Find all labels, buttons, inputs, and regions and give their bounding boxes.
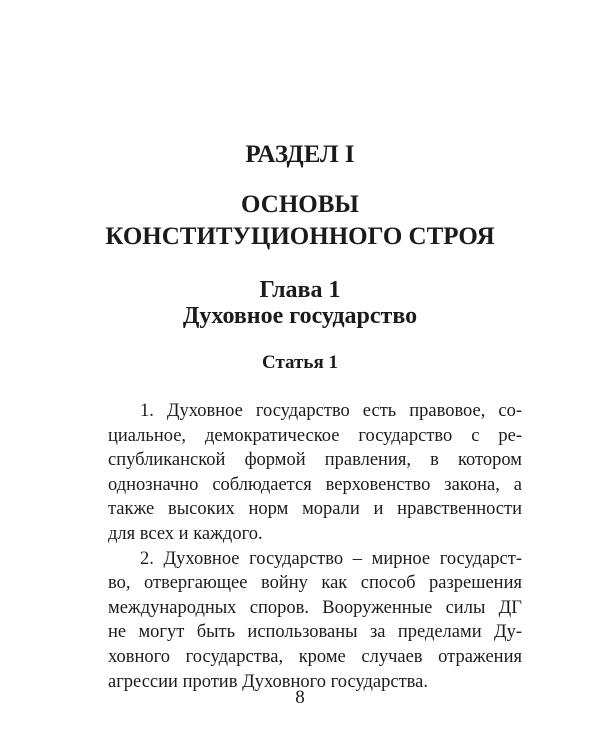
paragraph-1-line-1: 1. Духовное государство есть правовое, со- xyxy=(140,401,522,421)
paragraph-1-line-4: однозначно соблюдается верховенство закона, а xyxy=(108,474,522,495)
paragraph-2-line-1: 2. Духовное государство – мирное государст- xyxy=(140,548,522,569)
section-name xyxy=(0,189,600,253)
page-number: 8 xyxy=(295,687,305,708)
paragraph-1-line-6: для всех и каждого. xyxy=(108,523,263,544)
paragraph-1-line-5: также высоких норм морали и нравственности xyxy=(108,499,522,520)
article-body xyxy=(108,399,522,694)
paragraph-2-line-2: во, отвергающее войну как способ разрешения xyxy=(108,573,522,594)
section-name-line: КОНСТИТУЦИОННОГО СТРОЯ xyxy=(105,223,495,250)
chapter-number: Глава 1 xyxy=(259,277,341,303)
paragraph-2-line-3: международных споров. Вооруженные силы ДГ xyxy=(108,597,522,618)
paragraph-2-line-6: агрессии против Духовного государства. xyxy=(108,671,429,692)
article-title: Статья 1 xyxy=(262,352,338,373)
paragraph-2-line-5: ховного государства, кроме случаев отражения xyxy=(108,646,522,667)
section-title: РАЗДЕЛ I xyxy=(245,141,355,168)
paragraph-1-line-3: спубликанской формой правления, в котором xyxy=(108,450,522,471)
paragraph-2-line-4: не могут быть использованы за пределами Ду- xyxy=(108,622,522,643)
section-name-line: ОСНОВЫ xyxy=(241,191,359,218)
paragraph-1-line-2: циальное, демократическое государство с ре- xyxy=(108,425,522,446)
chapter-name: Духовное государство xyxy=(182,303,418,329)
